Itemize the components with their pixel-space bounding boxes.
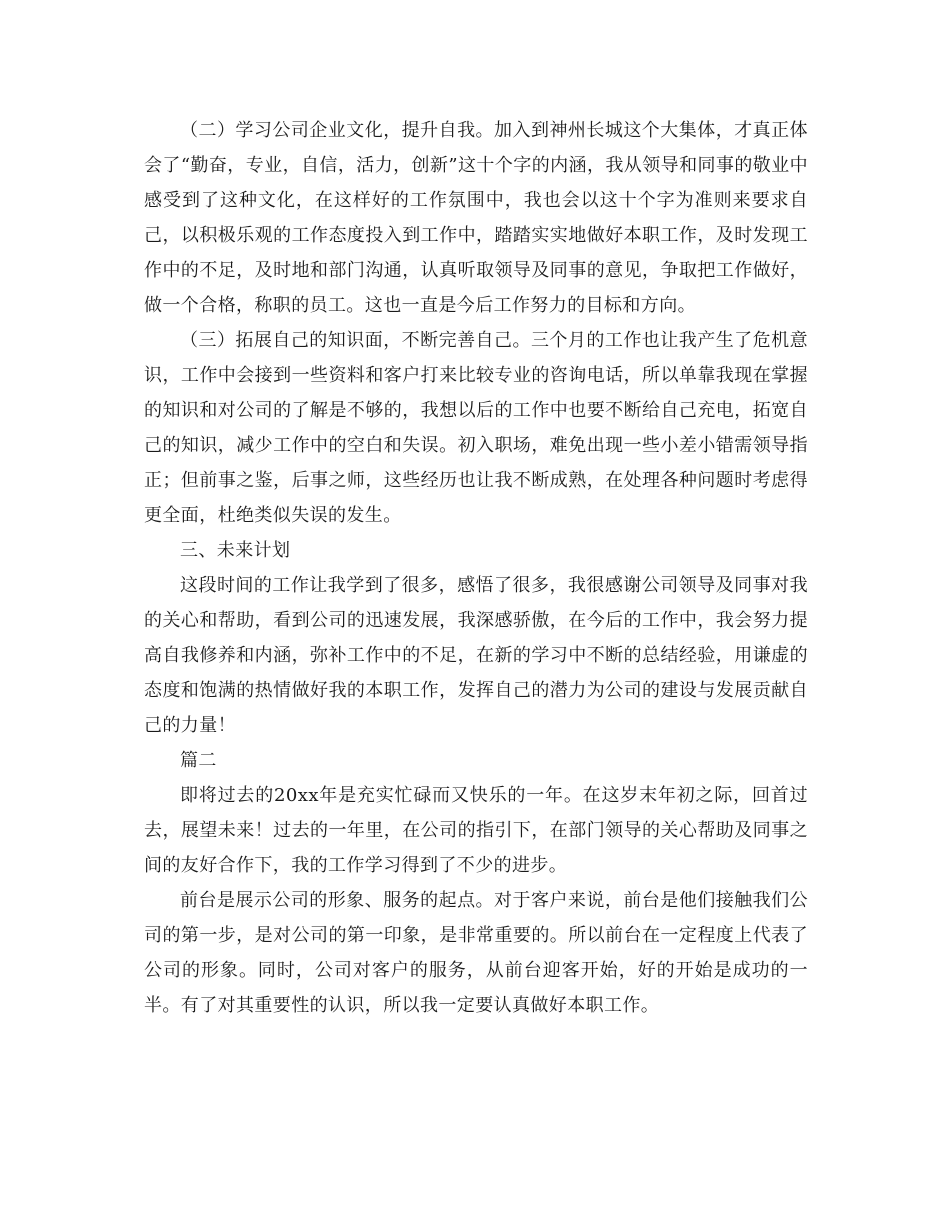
paragraph-culture: （二）学习公司企业文化，提升自我。加入到神州长城这个大集体，才真正体会了“勤奋，专业，自信，活力，创新”这十个字的内涵，我从领导和同事的敬业中感受到了这种文化，在这样好的工作氛围中，我也会以这十个字为准则来要求自己，以积极乐观的工作态度投入到工作中，踏踏实实地做好本职工作，及时发现工作中的不足，及时地和部门沟通，认真听取领导及同事的意见，争取把工作做好，做一个合格，称职的员工。这也一直是今后工作努力的目标和方向。 bbox=[144, 120, 808, 316]
document-body bbox=[144, 113, 808, 1023]
paragraph-knowledge: （三）拓展自己的知识面，不断完善自己。三个月的工作也让我产生了危机意识，工作中会接到一些资料和客户打来比较专业的咨询电话，所以单靠我现在掌握的知识和对公司的了解是不够的，我想以后的工作中也要不断给自己充电，拓宽自己的知识，减少工作中的空白和失误。初入职场，难免出现一些小差小错需领导指正；但前事之鉴，后事之师，这些经历也让我不断成熟，在处理各种问题时考虑得更全面，杜绝类似失误的发生。 bbox=[144, 330, 808, 526]
section-heading-part-two: 篇二 bbox=[180, 750, 217, 771]
paragraph-front-desk: 前台是展示公司的形象、服务的起点。对于客户来说，前台是他们接触我们公司的第一步，是对公司的第一印象，是非常重要的。所以前台在一定程度上代表了公司的形象。同时，公司对客户的服务，从前台迎客开始，好的开始是成功的一半。有了对其重要性的认识，所以我一定要认真做好本职工作。 bbox=[144, 890, 808, 1016]
section-heading-future-plan: 三、未来计划 bbox=[180, 540, 291, 561]
paragraph-year-review: 即将过去的20xx年是充实忙碌而又快乐的一年。在这岁末年初之际，回首过去，展望未来！过去的一年里，在公司的指引下，在部门领导的关心帮助及同事之间的友好合作下，我的工作学习得到了不少的进步。 bbox=[144, 785, 808, 876]
paragraph-future-plan: 这段时间的工作让我学到了很多，感悟了很多，我很感谢公司领导及同事对我的关心和帮助，看到公司的迅速发展，我深感骄傲，在今后的工作中，我会努力提高自我修养和内涵，弥补工作中的不足，在新的学习中不断的总结经验，用谦虚的态度和饱满的热情做好我的本职工作，发挥自己的潜力为公司的建设与发展贡献自己的力量！ bbox=[144, 575, 808, 736]
